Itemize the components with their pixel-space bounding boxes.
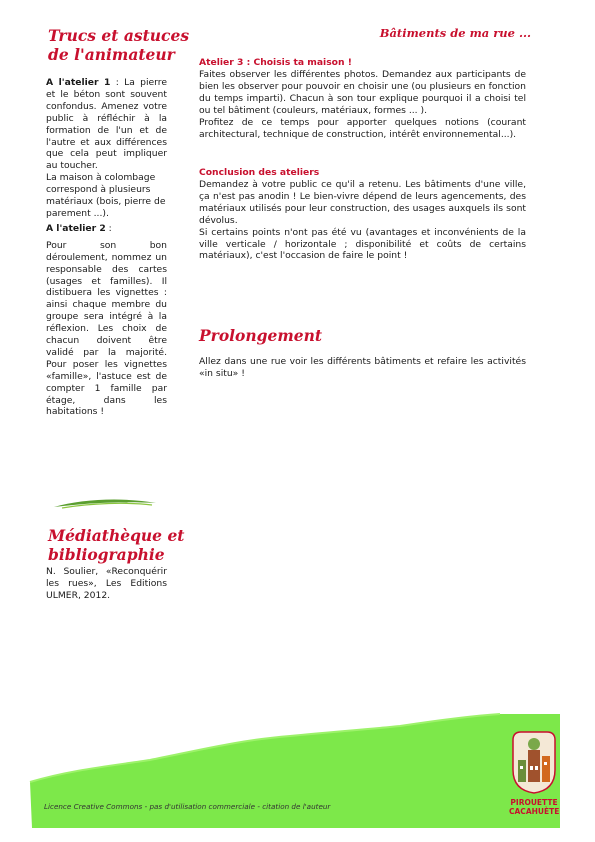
prolongement-text: Allez dans une rue voir les différents bâtiments et refaire les activités «in situ» ! [199, 356, 526, 379]
tips-title-line1: Trucs et astuces [48, 26, 190, 45]
tips-title [48, 26, 189, 64]
conclusion-heading: Conclusion des ateliers [199, 167, 320, 178]
logo-badge-icon [509, 730, 559, 794]
media-title [48, 526, 184, 564]
footer-license: Licence Creative Commons - pas d'utilisation commerciale - citation de l'auteur [44, 802, 331, 811]
tips-atelier2-label: A l'atelier 2 [46, 222, 106, 234]
atelier3-para2: Profitez de ce temps pour apporter quelques notions (courant architectural, technique de construction, intérêt environnemental...). [199, 116, 526, 140]
tips-atelier1-text2: La maison à colombage correspond à plusieurs matériaux (bois, pierre de parement ...). [46, 172, 166, 219]
atelier3-para1: Faites observer les différentes photos. Demandez aux participants de bien les observer pour pouvoir en choisir une (ou plusieurs en fonction du temps imparti). Chacun à son tour explique pourquoi il a choisi tel ou tel bâtiment (couleurs, matériaux, formes ... ). [199, 69, 526, 116]
conclusion-section [199, 167, 526, 262]
tips-title-line2: de l'animateur [48, 45, 175, 64]
tips-atelier1-text: : La pierre et le béton sont souvent confondus. Amenez votre public à réfléchir à la formation de l'un et de l'autre et aux différences que cela peut impliquer au toucher. [46, 77, 167, 172]
tips-atelier2-text: Pour son bon déroulement, nommez un responsable des cartes (usages et familles). Il distibuera les vignettes : ainsi chaque membre du groupe sera intégré à la réflexion. Les choix de chacun doivent être validé par la majorité. Pour poser les vignettes «famille», l'astuce est de compter 1 famille par étage, dans les habitations ! [46, 239, 167, 418]
tips-text [46, 77, 167, 418]
tips-atelier1-label: A l'atelier 1 [46, 77, 111, 88]
green-hill-band [0, 700, 595, 842]
logo-line2: CACAHUÈTE [509, 807, 560, 816]
tips-atelier2-colon: : [105, 222, 112, 234]
atelier3-section [199, 57, 526, 140]
tips-atelier2 [46, 223, 167, 235]
media-title-line1: Médiathèque et [48, 526, 185, 545]
media-text: N. Soulier, «Reconquérir les rues», Les Editions ULMER, 2012. [46, 566, 167, 601]
conclusion-para1: Demandez à votre public ce qu'il a retenu. Les bâtiments d'une ville, ça n'est pas anodin ! Le bien-vivre dépend de leurs agencements, des matériaux utilisés pour leur construction, des usages auxquels ils sont dévolus. [199, 179, 526, 226]
prolongement-title: Prolongement [199, 326, 323, 345]
logo-line1: PIROUETTE [510, 798, 558, 807]
atelier3-heading: Atelier 3 : Choisis ta maison ! [199, 57, 352, 68]
grass-divider-icon [52, 497, 158, 511]
pirouette-logo [509, 730, 559, 820]
media-title-line2: bibliographie [48, 545, 165, 564]
tips-atelier1 [46, 77, 167, 172]
conclusion-para2: Si certains points n'ont pas été vu (avantages et inconvénients de la ville verticale / horizontale ; disponibilité et coûts de certains matériaux), c'est l'occasion de faire le point ! [199, 226, 526, 262]
header-title: Bâtiments de ma rue ... [379, 26, 531, 40]
